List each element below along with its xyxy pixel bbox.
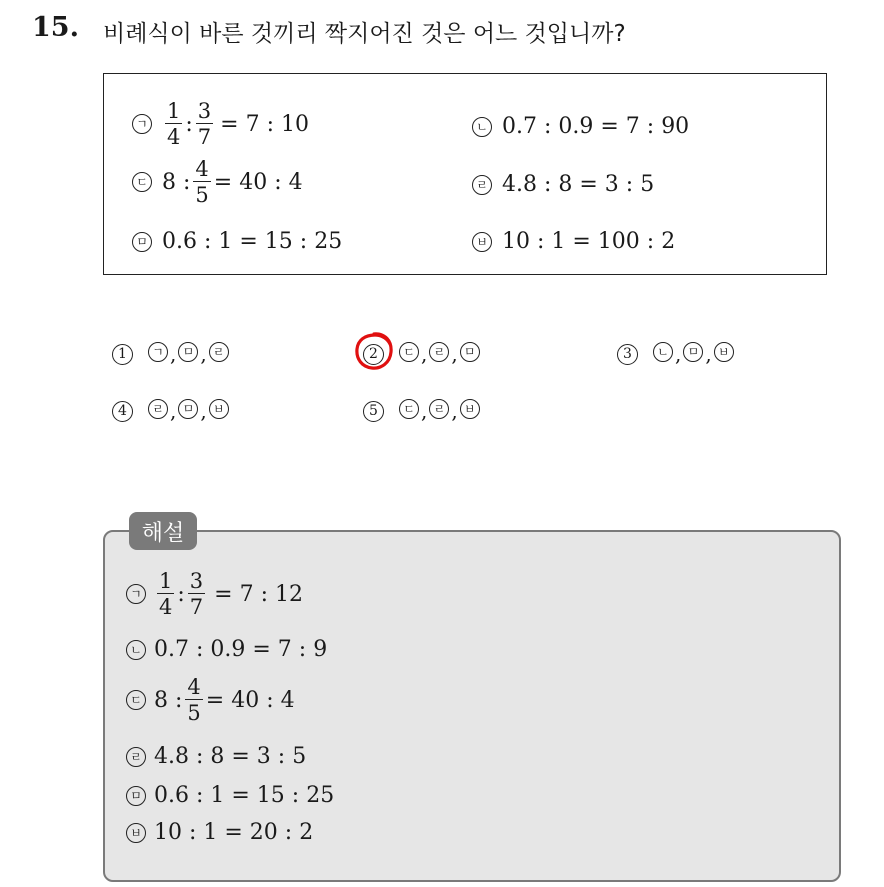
choice-5[interactable]: 5 ㄷ , ㄹ , ㅂ bbox=[363, 399, 481, 423]
statement-b bbox=[472, 114, 689, 139]
statement-f-text: 10 : 1 = 100 : 2 bbox=[502, 229, 676, 254]
choice-3-marker-1: ㄴ bbox=[653, 342, 673, 362]
choice-number-2: 2 bbox=[363, 344, 384, 365]
choice-1-marker-1: ㄱ bbox=[148, 342, 168, 362]
choice-3[interactable]: 3 ㄴ , ㅁ , ㅂ bbox=[617, 342, 735, 366]
statement-a bbox=[132, 100, 309, 148]
choice-3-marker-3: ㅂ bbox=[714, 342, 734, 362]
solution-marker-c: ㄷ bbox=[126, 690, 146, 710]
choice-3-marker-2: ㅁ bbox=[683, 342, 703, 362]
solution-d-text: 4.8 : 8 = 3 : 5 bbox=[154, 744, 307, 769]
choice-4-marker-1: ㄹ bbox=[148, 399, 168, 419]
answer-mark-circle bbox=[353, 330, 395, 372]
statement-c-rest: = 40 : 4 bbox=[213, 169, 303, 195]
choice-number-3: 3 bbox=[617, 344, 638, 365]
solution-a-rest: = 7 : 12 bbox=[214, 581, 303, 607]
statement-c-pre: 8 : bbox=[162, 169, 191, 195]
solution-line-f bbox=[126, 820, 313, 845]
choice-2-marker-2: ㄹ bbox=[429, 342, 449, 362]
solution-line-b bbox=[126, 637, 327, 662]
solution-fraction-1-4: $\frac{1}{4}$ bbox=[159, 569, 173, 620]
choice-2-marker-1: ㄷ bbox=[399, 342, 419, 362]
marker-d: ㄹ bbox=[472, 175, 492, 195]
marker-f: ㅂ bbox=[472, 232, 492, 252]
solution-f-text: 10 : 1 = 20 : 2 bbox=[154, 820, 314, 845]
solution-marker-a: ㄱ bbox=[126, 584, 146, 604]
choice-4-marker-3: ㅂ bbox=[209, 399, 229, 419]
statement-d bbox=[472, 172, 654, 197]
solution-marker-e: ㅁ bbox=[126, 786, 146, 806]
choice-1-marker-2: ㅁ bbox=[178, 342, 198, 362]
choice-4[interactable]: 4 ㄹ , ㅁ , ㅂ bbox=[112, 399, 230, 423]
solution-line-d bbox=[126, 744, 306, 769]
question-number: 15. bbox=[32, 12, 79, 43]
choice-number-4: 4 bbox=[112, 401, 133, 422]
choice-5-marker-2: ㄹ bbox=[429, 399, 449, 419]
marker-b: ㄴ bbox=[472, 117, 492, 137]
choice-2-marker-3: ㅁ bbox=[460, 342, 480, 362]
choice-1-marker-3: ㄹ bbox=[209, 342, 229, 362]
marker-c: ㄷ bbox=[132, 172, 152, 192]
choice-1[interactable]: 1 ㄱ , ㅁ , ㄹ bbox=[112, 342, 230, 366]
fraction-4-5: $\frac{4}{5}$ bbox=[195, 157, 209, 208]
solution-b-text: 0.7 : 0.9 = 7 : 9 bbox=[154, 637, 328, 662]
solution-marker-f: ㅂ bbox=[126, 823, 146, 843]
choice-number-5: 5 bbox=[363, 401, 384, 422]
solution-fraction-4-5: $\frac{4}{5}$ bbox=[187, 675, 201, 726]
statement-d-text: 4.8 : 8 = 3 : 5 bbox=[502, 172, 655, 197]
solution-line-c bbox=[126, 676, 295, 724]
colon: : bbox=[185, 111, 193, 137]
solution-line-a bbox=[126, 570, 303, 618]
solution-c-rest: = 40 : 4 bbox=[205, 687, 295, 713]
solution-colon: : bbox=[177, 581, 185, 607]
choice-5-marker-1: ㄷ bbox=[399, 399, 419, 419]
choice-5-marker-3: ㅂ bbox=[460, 399, 480, 419]
marker-e: ㅁ bbox=[132, 232, 152, 252]
statement-a-rest: = 7 : 10 bbox=[220, 111, 309, 137]
solution-e-text: 0.6 : 1 = 15 : 25 bbox=[154, 783, 335, 808]
solution-fraction-3-7: $\frac{3}{7}$ bbox=[189, 569, 204, 620]
marker-a: ㄱ bbox=[132, 114, 152, 134]
fraction-1-4: $\frac{1}{4}$ bbox=[167, 99, 181, 150]
solution-line-e bbox=[126, 783, 334, 808]
statement-e bbox=[132, 229, 342, 254]
statement-f bbox=[472, 229, 675, 254]
solution-tab: 해설 bbox=[129, 512, 197, 550]
statement-c bbox=[132, 158, 303, 206]
solution-marker-d: ㄹ bbox=[126, 747, 146, 767]
choice-4-marker-2: ㅁ bbox=[178, 399, 198, 419]
choice-number-1: 1 bbox=[112, 344, 133, 365]
statement-e-text: 0.6 : 1 = 15 : 25 bbox=[162, 229, 343, 254]
fraction-3-7: $\frac{3}{7}$ bbox=[197, 99, 212, 150]
solution-c-pre: 8 : bbox=[154, 687, 183, 713]
question-text: 비례식이 바른 것끼리 짝지어진 것은 어느 것입니까? bbox=[103, 21, 626, 47]
statement-b-text: 0.7 : 0.9 = 7 : 90 bbox=[502, 114, 690, 139]
choice-2[interactable]: 2 ㄷ , ㄹ , ㅁ bbox=[363, 342, 481, 366]
solution-marker-b: ㄴ bbox=[126, 640, 146, 660]
